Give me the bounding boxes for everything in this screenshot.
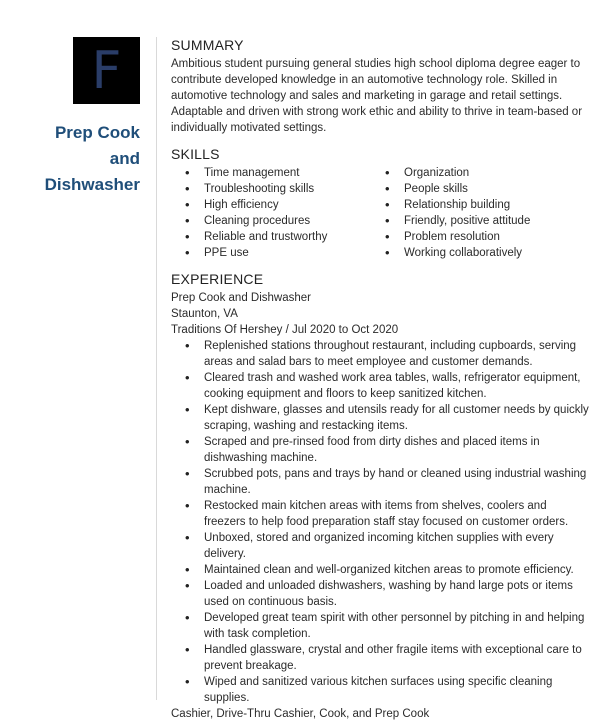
skill-item: • People skills — [371, 181, 571, 197]
monogram-logo — [73, 37, 140, 104]
job-title-line: Dishwasher — [44, 175, 140, 194]
job-employer-dates: Traditions Of Hershey / Jul 2020 to Oct 2020 — [171, 324, 399, 336]
job-duty: • Developed great team spirit with other personnel by pitching in and helping with task completion. — [171, 610, 591, 642]
resume-body — [171, 37, 591, 722]
skill-item: • Time management — [171, 165, 371, 181]
skill-item: • Organization — [371, 165, 571, 181]
job-duty: • Replenished stations throughout restaurant, including cupboards, serving areas and salad bars to meet employee and customer demands. — [171, 338, 591, 370]
skills-section — [171, 146, 591, 261]
job-duty: • Scraped and pre-rinsed food from dirty dishes and placed items in dishwashing machine. — [171, 434, 591, 466]
job-duty: • Scrubbed pots, pans and trays by hand or cleaned using industrial washing machine. — [171, 466, 591, 498]
job-location: Staunton, VA — [171, 308, 238, 320]
resume-job-title — [20, 120, 140, 198]
experience-section — [171, 271, 591, 722]
skill-item: • PPE use — [171, 245, 371, 261]
summary-section — [171, 37, 591, 136]
skills-left-list — [171, 165, 371, 261]
skills-right-list — [371, 165, 571, 261]
column-divider — [156, 37, 157, 700]
skill-item: • Working collaboratively — [371, 245, 571, 261]
job-title: Prep Cook and Dishwasher — [171, 292, 311, 304]
skill-item: • Troubleshooting skills — [171, 181, 371, 197]
skills-columns — [171, 165, 591, 261]
job-duty: • Restocked main kitchen areas with items from shelves, coolers and freezers to help food preparation staff stay focused on customer orders. — [171, 498, 591, 530]
job-duty: • Cleared trash and washed work area tables, walls, refrigerator equipment, cooking equipment and floors to keep sanitized kitchen. — [171, 370, 591, 402]
job-duty: • Unboxed, stored and organized incoming kitchen supplies with every delivery. — [171, 530, 591, 562]
skill-item: • High efficiency — [171, 197, 371, 213]
monogram-initial: F — [91, 40, 122, 101]
skill-item: • Reliable and trustworthy — [171, 229, 371, 245]
summary-heading: SUMMARY — [171, 37, 244, 53]
skills-heading: SKILLS — [171, 146, 220, 162]
job-duties-list — [171, 338, 591, 706]
skill-item: • Problem resolution — [371, 229, 571, 245]
job-duty: • Loaded and unloaded dishwashers, washing by hand large pots or items used on continuous basis. — [171, 578, 591, 610]
job-title-line: and — [109, 149, 140, 168]
job-duty: • Maintained clean and well-organized kitchen areas to promote efficiency. — [171, 562, 591, 578]
skill-item: • Friendly, positive attitude — [371, 213, 571, 229]
skill-item: • Cleaning procedures — [171, 213, 371, 229]
job-title: Cashier, Drive-Thru Cashier, Cook, and Prep Cook — [171, 708, 430, 720]
experience-heading: EXPERIENCE — [171, 271, 264, 287]
summary-text: Ambitious student pursuing general studies high school diploma degree eager to contribute developed knowledge in an automotive technology role. Skilled in automotive technology and sales and marketing in garage and retail settings. Adaptable and driven with strong work ethic and ability to thrive in team-based or individually motivated settings. — [171, 58, 583, 134]
job-duty: • Handled glassware, crystal and other fragile items with exceptional care to prevent breakage. — [171, 642, 591, 674]
skill-item: • Relationship building — [371, 197, 571, 213]
job-duty: • Kept dishware, glasses and utensils ready for all customer needs by quickly scraping, washing and restacking items. — [171, 402, 591, 434]
job-duty: • Wiped and sanitized various kitchen surfaces using specific cleaning supplies. — [171, 674, 591, 706]
job-title-line: Prep Cook — [54, 123, 140, 142]
